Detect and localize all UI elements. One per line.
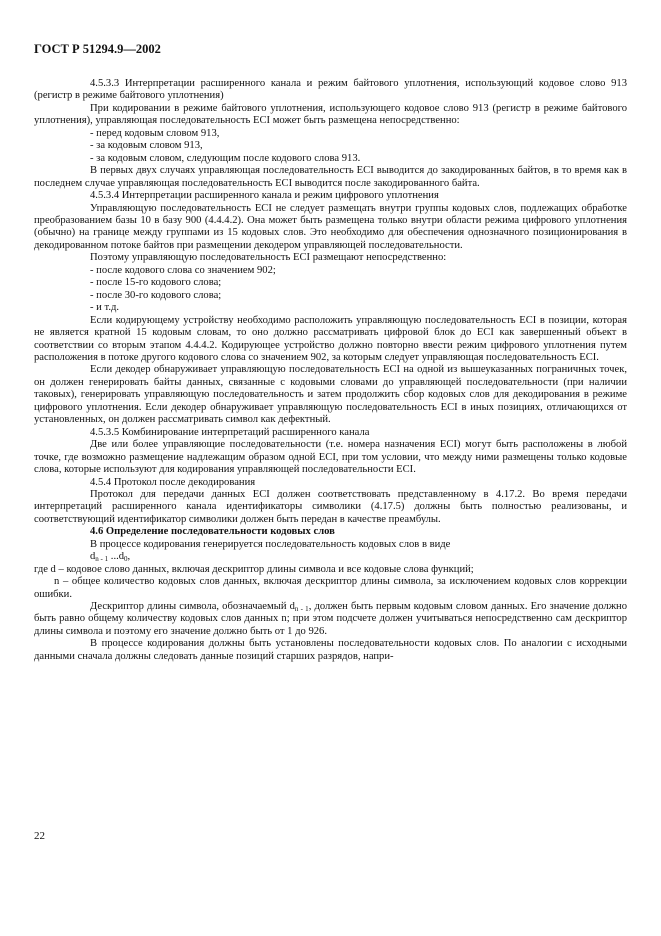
paragraph: $d_{n - 1}$ $...d_0$, [90,551,131,564]
paragraph: В процессе кодирования должны быть установлены последовательности кодовых слов. По аналогии с исходными данными сначала должны следовать данные позиций старших разрядов, напри- [34,638,627,662]
paragraph: - за кодовым словом 913, [90,140,203,152]
paragraph: Если кодирующему устройству необходимо расположить управляющую последовательность ECI в позиции, которая не является кратной 15 кодовым словам, то оно должно рассматривать цифровой блок до ECI как завершенный объект в соответствии со вторым этапом 4.4.4.2. Кодирующее устройство должно повторно ввести режим цифрового уплотнения путем расположения в потоке другого кодового слова со значением 902, за которым следует управляющая последовательность ECI. [34,314,627,363]
document-header: ГОСТ Р 51294.9—2002 [34,42,161,56]
paragraph: 4.5.3.5 Комбинирование интерпретаций расширенного канала [90,426,370,438]
paragraph: Дескриптор длины символа, обозначаемый $d_{n - 1}$, должен быть первым кодовым словом данных. Его значение должно быть равно общему количеству кодовых слов данных n; при этом подсчете должен учитываться непосредственно сам дескриптор длины символа и поэтому его значение должно быть от 1 до 926. [34,601,627,637]
paragraph: 4.5.3.3 Интерпретации расширенного канала и режим байтового уплотнения, использующий кодовое слово 913 (регистр в режиме байтового уплотнения) [34,78,627,102]
paragraph: - после кодового слова со значением 902; [90,264,276,276]
paragraph: 4.5.4 Протокол после декодирования [90,476,256,488]
paragraph: - за кодовым словом, следующим после кодового слова 913. [90,152,361,164]
paragraph: При кодировании в режиме байтового уплотнения, использующего кодовое слово 913 (регистр в режиме байтового уплотнения), управляющая последовательность ECI может быть размещена непосредственно: [34,102,627,127]
paragraph: Поэтому управляющую последовательность ECI размещают непосредственно: [90,252,447,264]
document-body [34,78,627,663]
page-number: 22 [34,830,45,842]
paragraph: - и т.д. [90,302,120,314]
paragraph: Две или более управляющие последовательности (т.е. номера назначения ECI) могут быть расположены в любой точке, где возможно размещение надлежащим образом одной ECI, при том условии, что между ними размещены только кодовые слова, которые используют для кодирования управляющей последовательности ECI. [34,439,627,476]
paragraph: 4.5.3.4 Интерпретации расширенного канала и режим цифрового уплотнения [90,190,439,202]
paragraph: - перед кодовым словом 913, [90,127,220,139]
paragraph: Протокол для передачи данных ECI должен соответствовать представленному в 4.17.2. Во время передачи интерпретаций расширенного канала идентификаторы символики (4.17.5) должны быть полностью реализованы, и соответствующий идентификатор символики должен быть передан в качестве преамбулы. [34,488,627,525]
paragraph: 4.6 Определение последовательности кодовых слов [90,526,335,538]
paragraph: В процессе кодирования генерируется последовательность кодовых слов в виде [90,538,451,550]
paragraph: В первых двух случаях управляющая последовательность ECI выводится до закодированных байтов, в то время как в последнем случае управляющая последовательность ECI выводится после закодированного байта. [34,165,627,189]
paragraph: - после 30-го кодового слова; [90,289,222,301]
paragraph: n – общее количество кодовых слов данных, включая дескриптор длины символа, за исключением кодовых слов коррекции ошибки. [34,576,627,600]
paragraph: - после 15-го кодового слова; [90,277,222,289]
paragraph: Если декодер обнаруживает управляющую последовательность ECI на одной из вышеуказанных пограничных точек, он должен генерировать байты данных, связанные с кодовыми словами до управляющей последовательности (при наличии таковых), генерировать управляющую последовательность и затем продолжить сбор кодовых слов для декодирования в режиме цифрового уплотнения. Если декодер обнаруживает управляющую последовательность ECI в иных позициях, отличающихся от установленных, он должен рассматривать символ как дефектный. [34,364,627,426]
paragraph: где d – кодовое слово данных, включая дескриптор длины символа и все кодовые слова функций; [34,563,474,575]
paragraph: Управляющую последовательность ECI не следует размещать внутри группы кодовых слов, подлежащих обработке преобразованием базы 10 в базу 900 (4.4.4.2). Она может быть размещена только внутри области режима цифрового уплотнения (обычно) на границе между группами из 15 кодовых слов. Это необходимо для обеспечения однозначного позиционирования в декодированном потоке байтов при размещении декодером управляющей последовательности. [34,202,627,251]
